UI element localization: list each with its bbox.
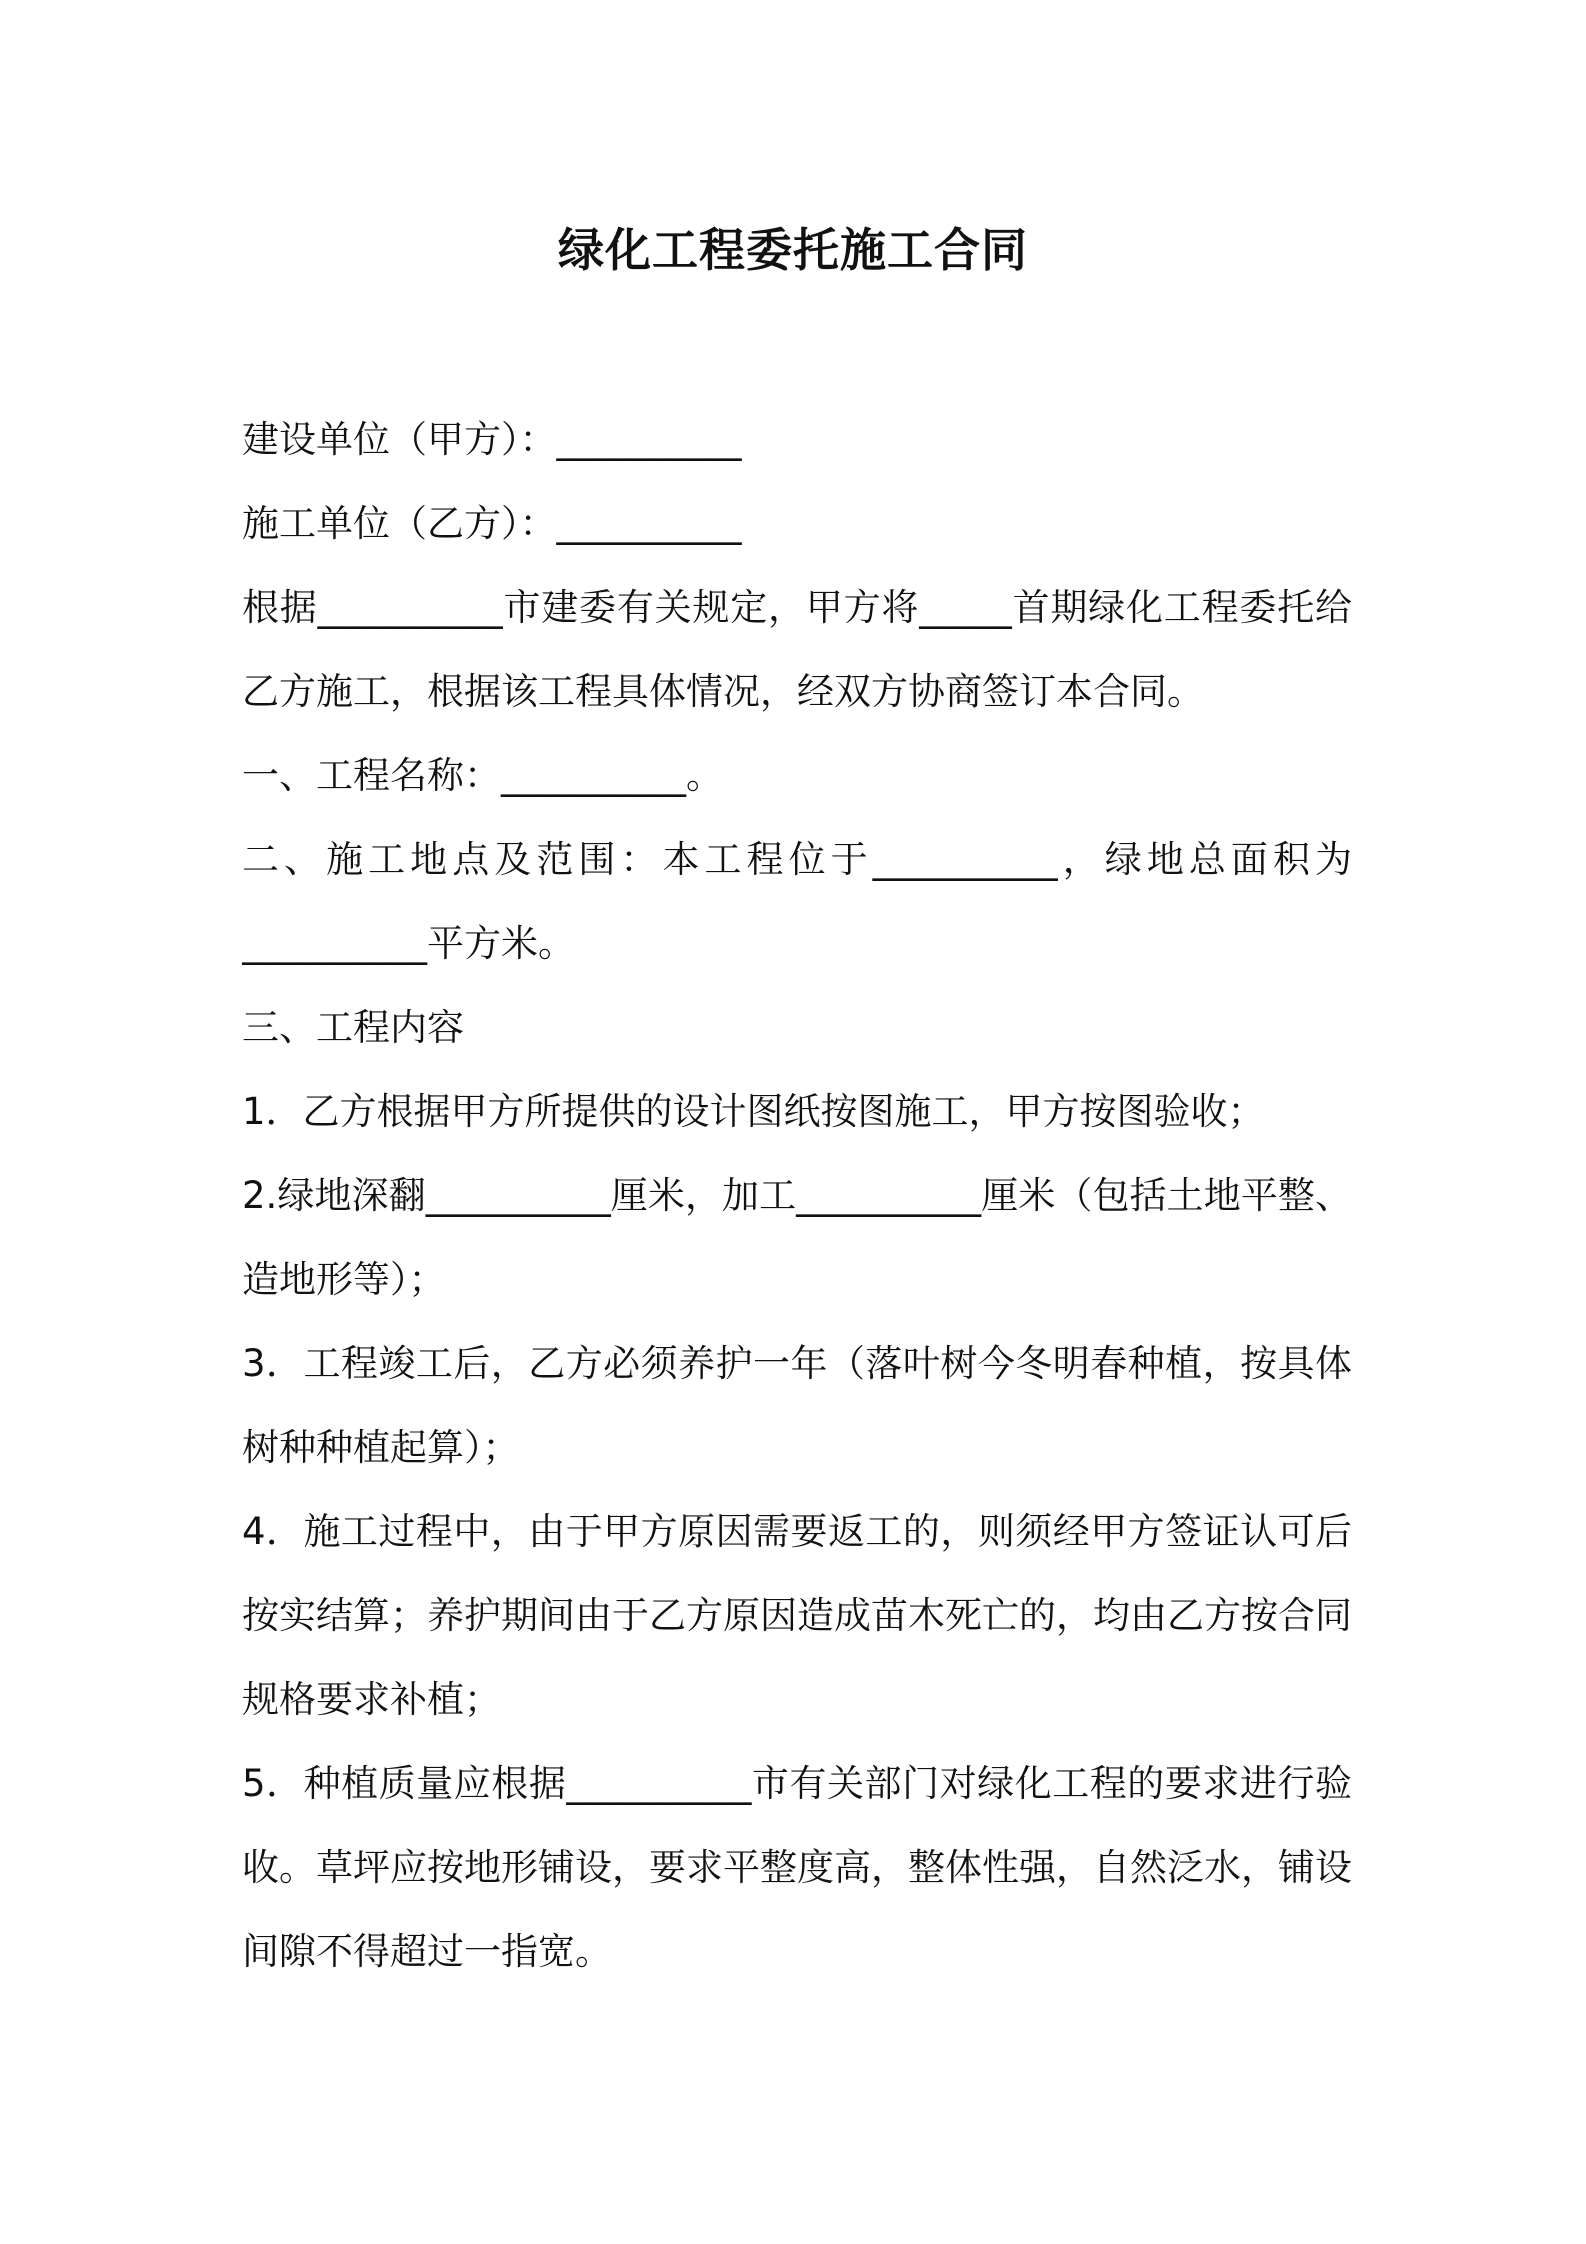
item-3-line-1: 3．工程竣工后，乙方必须养护一年（落叶树今冬明春种植，按具体: [242, 1342, 1352, 1385]
party-b-line: 施工单位（乙方）：__________: [242, 502, 742, 545]
item-5-line-1: 5．种植质量应根据__________市有关部门对绿化工程的要求进行验: [242, 1762, 1352, 1805]
item-4-line-1: 4．施工过程中，由于甲方原因需要返工的，则须经甲方签证认可后: [242, 1510, 1352, 1553]
preamble-line-1: 根据__________市建委有关规定，甲方将_____首期绿化工程委托给: [242, 586, 1352, 629]
document-title: 绿化工程委托施工合同: [558, 223, 1028, 277]
preamble-line-2: 乙方施工，根据该工程具体情况，经双方协商签订本合同。: [242, 670, 1204, 713]
section-2-location-line-2: __________平方米。: [242, 922, 575, 965]
section-1-project-name: 一、工程名称：__________。: [242, 754, 723, 797]
item-4-line-2: 按实结算；养护期间由于乙方原因造成苗木死亡的，均由乙方按合同: [242, 1594, 1352, 1637]
item-4-line-3: 规格要求补植；: [242, 1678, 501, 1721]
item-2-line-1: 2.绿地深翻__________厘米，加工__________厘米（包括土地平整、: [242, 1174, 1352, 1217]
party-a-line: 建设单位（甲方）：__________: [242, 418, 742, 461]
item-5-line-3: 间隙不得超过一指宽。: [242, 1930, 612, 1973]
document-body: [242, 398, 1352, 1994]
section-2-location-line-1: 二、施工地点及范围：本工程位于__________，绿地总面积为: [242, 838, 1352, 881]
item-3-line-2: 树种种植起算）；: [242, 1426, 520, 1469]
section-3-heading: 三、工程内容: [242, 1006, 464, 1049]
item-5-line-2: 收。草坪应按地形铺设，要求平整度高，整体性强，自然泛水，铺设: [242, 1846, 1352, 1889]
item-2-line-2: 造地形等）；: [242, 1258, 446, 1301]
item-1-line-1: 1．乙方根据甲方所提供的设计图纸按图施工，甲方按图验收；: [242, 1090, 1265, 1133]
